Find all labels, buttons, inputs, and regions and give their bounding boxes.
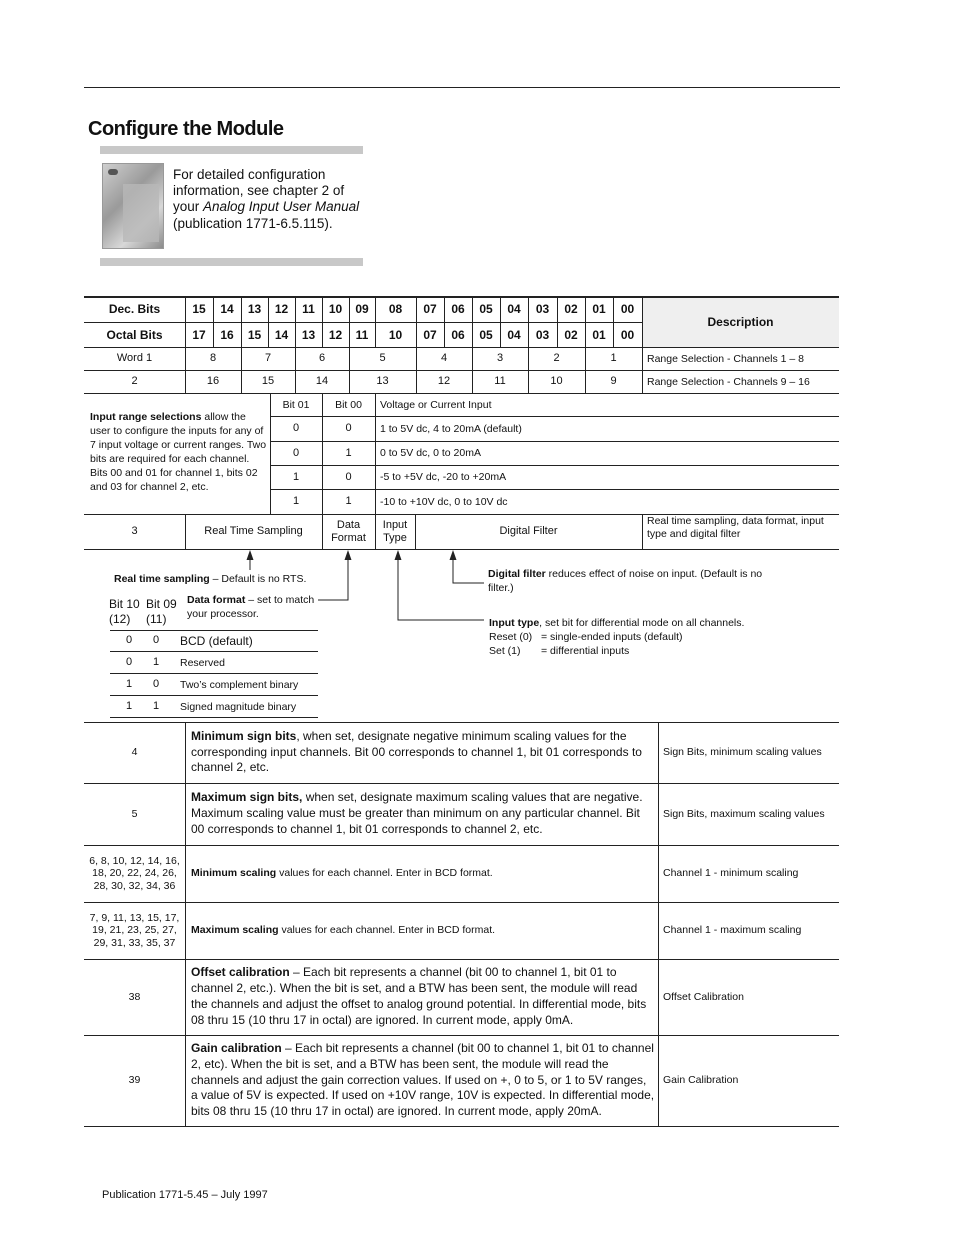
dec-bit-cell: 01 — [592, 302, 606, 317]
word2-channel: 12 — [437, 375, 451, 388]
format-bit09: 1 — [152, 656, 160, 669]
header-text: Bit 10 — [109, 597, 140, 611]
annotation-bold: Real time sampling — [114, 573, 210, 585]
note-bold: Input range selections — [90, 411, 202, 423]
octal-bit-cell: 02 — [564, 327, 578, 342]
dec-bit-cell: 11 — [302, 302, 315, 317]
word2-channel: 11 — [494, 375, 506, 388]
rule — [84, 1126, 839, 1127]
range-bit01: 0 — [292, 446, 300, 459]
range-description: -10 to +10V dc, 0 to 10V dc — [380, 495, 508, 508]
annotation-line: filter.) — [488, 582, 514, 594]
annotation-bold: Data format — [187, 594, 246, 606]
dec-bit-cell: 13 — [247, 302, 262, 317]
desc-line: Real time sampling, data format, input — [647, 515, 824, 527]
row-text — [191, 867, 493, 881]
note-line: and 03 for channel 2, etc. — [90, 481, 209, 493]
octal-bit-cell: 12 — [328, 327, 343, 342]
input-type-annotation — [489, 616, 789, 658]
format-bit10: 0 — [125, 656, 133, 669]
word1-channel: 1 — [610, 352, 617, 365]
row-bold: Minimum sign bits — [191, 728, 297, 743]
manual-title: Analog Input User Manual — [203, 199, 360, 215]
page-title: Configure the Module — [88, 118, 284, 140]
range-bit00: 1 — [345, 446, 352, 459]
dec-bit-cell: 12 — [274, 302, 289, 317]
word2-label: 2 — [131, 375, 138, 388]
row-rest: – Each bit represents a channel (bit 00 to channel 1, bit 01 to channel 2, etc.). When the bit is set, and a BTW has been sent, the module will read the channels and adjust the offset to analog ground potential. In differential mode, bits 08 thru 15 (10 thru 17 in octal) are ignored. In current mode, apply 0mA. — [191, 965, 647, 1027]
dec-bit-cell: 00 — [620, 302, 635, 317]
word1-channel: 7 — [264, 352, 272, 365]
octal-bit-cell: 10 — [388, 327, 403, 342]
word-number: 4 — [131, 746, 138, 759]
row-body — [191, 902, 656, 959]
annotation-line — [187, 593, 314, 607]
bit01-header: Bit 01 — [282, 398, 310, 411]
word1-channel: 4 — [440, 352, 448, 365]
field-label: Format — [331, 532, 366, 544]
format-bit09: 0 — [152, 634, 160, 647]
row-rest: when set, designate maximum scaling values that are negative. Maximum scaling value must be greater than minimum on any particular channel. Bit 00 corresponds to channel 1, bit 01 corresponds to channel 2, etc. — [191, 790, 643, 836]
rule — [658, 722, 659, 1126]
octal-bit-cell: 00 — [620, 327, 635, 342]
rts-arrowhead — [247, 550, 254, 560]
octal-bit-cell: 17 — [192, 327, 206, 342]
dec-bit-cell: 07 — [423, 302, 437, 317]
format-description: Signed magnitude binary — [180, 700, 297, 713]
word1-description: Range Selection - Channels 1 – 8 — [647, 352, 805, 365]
word-number: 7, 9, 11, 13, 15, 17, 19, 21, 23, 25, 27, 29, 31, 33, 35, 37 — [89, 911, 180, 949]
dec-bit-cell: 03 — [535, 302, 550, 317]
format-bit09: 1 — [152, 700, 160, 713]
annotation-line — [489, 616, 789, 630]
field-label: Type — [383, 532, 407, 544]
word2-description: Range Selection - Channels 9 – 16 — [647, 375, 810, 388]
bit00-header: Bit 00 — [335, 398, 362, 411]
row-body — [191, 845, 656, 902]
digital-filter-annotation — [488, 567, 778, 595]
word2-channel: 13 — [376, 375, 389, 388]
format-table-header — [109, 597, 177, 627]
octal-bit-cell: 16 — [220, 327, 234, 342]
row-bold: Minimum scaling — [191, 866, 277, 879]
word-number: 6, 8, 10, 12, 14, 16, 18, 20, 22, 24, 26, 28, 30, 32, 34, 36 — [89, 854, 180, 892]
range-bit01: 1 — [292, 495, 300, 508]
word1-channel: 2 — [553, 352, 560, 365]
field-label: Data — [336, 518, 361, 531]
range-bit00: 0 — [345, 470, 352, 483]
range-desc-header: Voltage or Current Input — [380, 398, 492, 411]
row-bold: Maximum sign bits, — [191, 790, 303, 805]
format-description: Two’s complement binary — [180, 678, 299, 691]
note-line: For detailed configuration — [173, 167, 326, 182]
row-bold: Gain calibration — [191, 1040, 282, 1055]
rts-field: Real Time Sampling — [204, 525, 303, 538]
filter-arrowhead — [450, 550, 457, 560]
annotation-bold: Input type — [489, 617, 540, 629]
row-bold: Maximum scaling — [191, 923, 279, 936]
publication-footer: Publication 1771-5.45 – July 1997 — [102, 1189, 268, 1201]
row-text — [191, 924, 495, 938]
header-text: Bit 09 — [146, 597, 177, 611]
note-line: bits are required for each channel. — [90, 453, 250, 465]
word2-channel: 9 — [610, 375, 617, 388]
dec-bit-cell: 08 — [388, 302, 403, 317]
word2-channel: 15 — [261, 375, 275, 388]
rts-annotation — [114, 573, 306, 587]
range-description: 1 to 5V dc, 4 to 20mA (default) — [380, 422, 522, 435]
data-format-annotation — [187, 593, 314, 621]
row-text — [191, 790, 656, 838]
format-bit10: 1 — [125, 678, 133, 691]
dec-bit-cell: 06 — [451, 302, 465, 317]
note-line: (publication 1771-6.5.115). — [173, 215, 333, 231]
row-bold: Offset calibration — [191, 965, 290, 980]
row-rest: values for each channel. Enter in BCD format. — [276, 866, 493, 879]
word1-channel: 3 — [496, 352, 504, 365]
annotation-line: your processor. — [187, 608, 259, 620]
range-bit01: 0 — [292, 422, 300, 435]
octal-bit-cell: 11 — [355, 327, 369, 342]
word2-channel: 16 — [206, 375, 220, 388]
range-bit00: 1 — [345, 495, 352, 508]
df-arrow-line — [318, 553, 348, 600]
word2-channel: 10 — [550, 375, 563, 388]
row-description: Sign Bits, minimum scaling values — [663, 746, 822, 759]
annotation-text: – set to match — [245, 594, 315, 606]
note-text: allow the — [201, 411, 246, 423]
note-line: information, see chapter 2 of — [173, 183, 345, 199]
row-description: Sign Bits, maximum scaling values — [663, 807, 825, 820]
range-bit00: 0 — [345, 422, 352, 435]
word2-channel: 14 — [315, 375, 329, 388]
annotation-line — [489, 644, 789, 658]
note-line: user to configure the inputs for any of — [90, 425, 264, 437]
annotation-text: – Default is no RTS. — [209, 573, 307, 585]
row-description: Channel 1 - maximum scaling — [663, 924, 802, 937]
annotation-line — [489, 630, 789, 644]
octal-bit-cell: 03 — [535, 327, 550, 342]
annotation-text: Set (1) — [489, 645, 521, 657]
row-rest: – Each bit represents a channel (bit 00 to channel 1, bit 01 to channel 2, etc). When the bit is set, and a BTW has been sent, the module will read the channels and adjust the gain correction values. If used on +, 0 to 5, or 1 to 5V ranges, a value of 5V is expected. If used on +10V range, 10V is expected. In differential mode, bits 08 thru 15 (10 thru 17 in octal) are ignored. In current mode, apply 20mA. — [191, 1040, 655, 1119]
description-header: Description — [707, 315, 774, 330]
header-line — [109, 597, 177, 612]
octal-bit-cell: 14 — [274, 327, 289, 342]
octal-bit-cell: 13 — [301, 327, 316, 342]
annotation-text: , set bit for differential mode on all channels. — [539, 617, 745, 629]
range-bit01: 1 — [292, 470, 300, 483]
header-line — [109, 612, 177, 627]
row-body — [191, 783, 656, 845]
format-bit10: 1 — [125, 700, 133, 713]
word-number: 5 — [131, 807, 138, 820]
word1-label: Word 1 — [116, 352, 153, 365]
it-arrowhead — [395, 550, 402, 560]
annotation-text: = differential inputs — [541, 645, 630, 657]
dec-bit-cell: 15 — [192, 302, 206, 317]
annotation-text: reduces effect of noise on input. (Default is no — [545, 568, 763, 580]
word-number: 38 — [128, 990, 141, 1003]
format-bit10: 0 — [125, 634, 133, 647]
header-text: (12) — [109, 612, 131, 626]
row-text — [191, 965, 656, 1029]
octal-bits-label: Octal Bits — [106, 327, 163, 342]
octal-bit-cell: 06 — [451, 327, 465, 342]
digital-filter-field: Digital Filter — [499, 525, 558, 538]
note-line: 7 input voltage or current ranges. Two — [90, 439, 267, 451]
row-body — [191, 1035, 656, 1126]
word1-channel: 8 — [209, 352, 217, 365]
field-label: Input — [382, 518, 408, 531]
range-description: -5 to +5V dc, -20 to +20mA — [380, 471, 507, 484]
note-line: Bits 00 and 01 for channel 1, bits 02 — [90, 467, 258, 479]
desc-line: type and digital filter — [647, 527, 741, 540]
dec-bit-cell: 04 — [507, 302, 521, 317]
row-description: Offset Calibration — [663, 990, 744, 1003]
octal-bit-cell: 04 — [507, 327, 521, 342]
range-description: 0 to 5V dc, 0 to 20mA — [380, 447, 481, 460]
row-rest: , when set, designate negative minimum scaling values for the corresponding input channels. Bit 00 corresponds to channel 1, bit 01 corresponds to channel 2, etc. — [191, 728, 642, 775]
row-description: Gain Calibration — [663, 1074, 739, 1087]
annotation-text: Reset (0) — [489, 631, 533, 643]
row-description: Channel 1 - minimum scaling — [663, 867, 799, 880]
dec-bit-cell: 09 — [355, 302, 369, 317]
row-body — [191, 722, 656, 783]
octal-bit-cell: 15 — [247, 327, 262, 342]
annotation-text: = single-ended inputs (default) — [541, 631, 683, 643]
rule — [110, 717, 318, 718]
df-arrowhead — [345, 550, 352, 560]
row-rest: values for each channel. Enter in BCD format. — [278, 923, 496, 936]
rule — [185, 722, 186, 1126]
dec-bit-cell: 10 — [328, 302, 343, 317]
octal-bit-cell: 01 — [592, 327, 606, 342]
dec-bit-cell: 05 — [479, 302, 493, 317]
row-text — [191, 1041, 656, 1121]
annotation-line — [488, 567, 778, 581]
octal-bit-cell: 05 — [479, 327, 493, 342]
dec-bit-cell: 02 — [564, 302, 578, 317]
format-description: Reserved — [180, 656, 225, 669]
note-text: your — [173, 199, 204, 215]
filter-arrow-line — [453, 553, 484, 583]
dec-bit-cell: 14 — [220, 302, 234, 317]
format-bit09: 0 — [152, 678, 160, 691]
dec-bits-label: Dec. Bits — [108, 302, 161, 317]
row-body — [191, 959, 656, 1035]
word-number: 39 — [128, 1074, 141, 1087]
octal-bit-cell: 07 — [423, 327, 437, 342]
header-text: (11) — [146, 612, 167, 626]
word1-channel: 5 — [379, 352, 386, 365]
word1-channel: 6 — [318, 352, 326, 365]
format-description: BCD (default) — [180, 633, 253, 648]
word3-label: 3 — [131, 525, 138, 538]
it-arrow-line — [398, 553, 484, 620]
annotation-bold: Digital filter — [488, 568, 546, 580]
row-text — [191, 729, 656, 777]
